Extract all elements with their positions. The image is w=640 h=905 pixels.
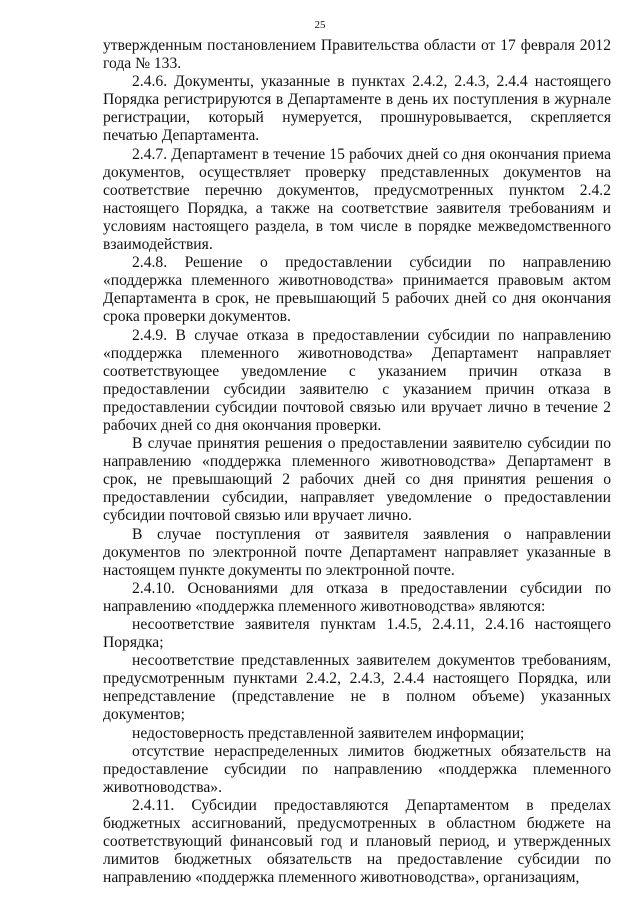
paragraph-decision-notice: В случае принятия решения о предоставлении заявителю субсидии по направлению «поддержка племенного животноводства» Департамент в срок, не превышающий 2 рабочих дней со дня принятия решения о предоставлении субсидии, направляет уведомление о предоставлении субсидии почтовой связью или вручает лично. — [103, 435, 611, 525]
refusal-reason-item: недостоверность представленной заявителем информации; — [132, 724, 525, 742]
page-number: 25 — [314, 19, 326, 31]
paragraph-2-4-6: 2.4.6. Документы, указанные в пунктах 2.4.2, 2.4.3, 2.4.4 настоящего Порядка регистрируются в Департаменте в день их поступления в журнале регистрации, который нумеруется, прошнуровывается, скрепляется печатью Департамента. — [103, 73, 611, 145]
paragraph-2-4-7: 2.4.7. Департамент в течение 15 рабочих дней со дня окончания приема документов, осуществляет проверку представленных документов на соответствие перечню документов, предусмотренных пунктом 2.4.2 настоящего Порядка, а также на соответствие заявителя требованиям и условиям настоящего раздела, в том числе в порядке межведомственного взаимодействия. — [103, 145, 611, 254]
paragraph-2-4-10: 2.4.10. Основаниями для отказа в предоставлении субсидии по направлению «поддержка племенного животноводства» являются: — [103, 579, 611, 615]
paragraph-2-4-9: 2.4.9. В случае отказа в предоставлении субсидии по направлению «поддержка племенного животноводства» Департамент направляет соответствующее уведомление с указанием причин отказа в предоставлении субсидии заявителю с указанием причин отказа в предоставлении субсидии почтовой связью или вручает лично в течение 2 рабочих дней со дня окончания проверки. — [103, 326, 611, 434]
refusal-reason-item: несоответствие представленных заявителем документов требованиям, предусмотренным пунктами 2.4.2, 2.4.3, 2.4.4 настоящего Порядка, или непредставление (представление не в полном объеме) указанных документов; — [103, 652, 611, 724]
paragraph-continuation: утвержденным постановлением Правительства области от 17 февраля 2012 года № 133. — [103, 37, 611, 73]
refusal-reason-item: отсутствие нераспределенных лимитов бюджетных обязательств на предоставление субсидии по направлению «поддержка племенного животноводства». — [103, 742, 611, 796]
paragraph-2-4-11: 2.4.11. Субсидии предоставляются Департаментом в пределах бюджетных ассигнований, предусмотренных в областном бюджете на соответствующий финансовый год и плановый период, и утвержденных лимитов бюджетных обязательств на предоставление субсидии по направлению «поддержка племенного животноводства», организациям, — [103, 796, 611, 887]
paragraph-email-notice: В случае поступления от заявителя заявления о направлении документов по электронной почте Департамент направляет указанные в настоящем пункте документы по электронной почте. — [103, 525, 611, 579]
paragraph-2-4-8: 2.4.8. Решение о предоставлении субсидии по направлению «поддержка племенного животноводства» принимается правовым актом Департамента в срок, не превышающий 5 рабочих дней со дня окончания срока проверки документов. — [103, 254, 611, 326]
document-body — [103, 37, 611, 887]
refusal-reason-item: несоответствие заявителя пунктам 1.4.5, 2.4.11, 2.4.16 настоящего Порядка; — [103, 616, 611, 652]
